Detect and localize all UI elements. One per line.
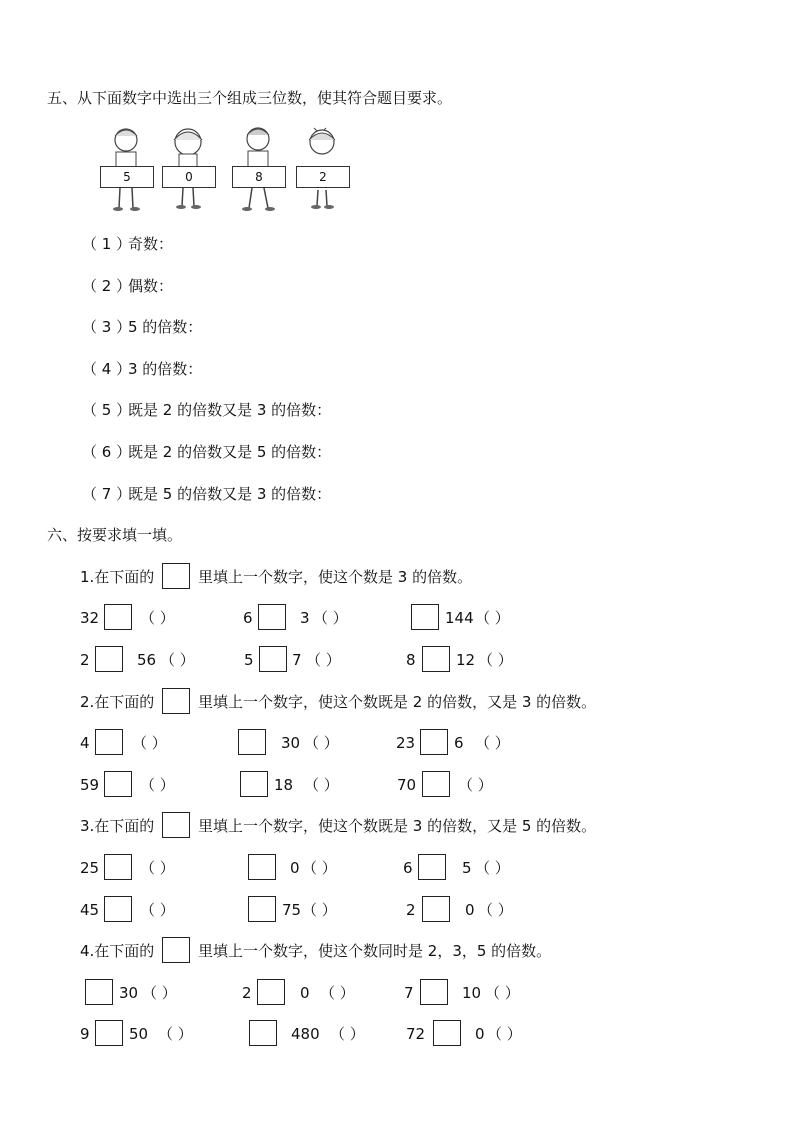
digit-text: 12 — [456, 651, 476, 669]
item-2-number: （ 2 ） — [82, 277, 132, 295]
digit-text: 2 — [406, 901, 416, 919]
digit-input-box[interactable] — [95, 1020, 123, 1046]
item-3-text: 5 的倍数： — [128, 318, 203, 336]
digit-input-box[interactable] — [259, 646, 287, 672]
digit-text: 5 — [244, 651, 254, 669]
digit-text: 7 — [404, 984, 414, 1002]
digit-text: 9 — [80, 1025, 90, 1043]
digit-text: 50 — [129, 1025, 149, 1043]
digit-text: 6 — [403, 859, 413, 877]
boy-figure — [100, 124, 160, 214]
digit-input-box[interactable] — [422, 646, 450, 672]
item-4-number: （ 4 ） — [82, 360, 132, 378]
item-1-number: （ 1 ） — [82, 235, 132, 253]
sample-box — [162, 563, 190, 589]
digit-input-box[interactable] — [238, 729, 266, 755]
answer-parentheses[interactable]: （ ） — [158, 1025, 193, 1043]
digit-text: 2 — [80, 651, 90, 669]
answer-parentheses[interactable]: （ ） — [478, 651, 513, 669]
digit-input-box[interactable] — [411, 604, 439, 630]
digit-text: 4 — [80, 734, 90, 752]
item-6-number: （ 6 ） — [82, 443, 132, 461]
digit-input-box[interactable] — [104, 896, 132, 922]
digit-input-box[interactable] — [240, 771, 268, 797]
number-card: 8 — [232, 166, 286, 188]
digit-text: 45 — [80, 901, 100, 919]
answer-parentheses[interactable]: （ ） — [160, 651, 195, 669]
digit-text: 70 — [397, 776, 417, 794]
item-5-number: （ 5 ） — [82, 401, 132, 419]
digit-text: 72 — [406, 1025, 426, 1043]
digit-input-box[interactable] — [420, 979, 448, 1005]
q4-prompt-end: 里填上一个数字，使这个数同时是 2，3，5 的倍数。 — [198, 942, 552, 960]
answer-parentheses[interactable]: （ ） — [313, 609, 348, 627]
answer-parentheses[interactable]: （ ） — [330, 1025, 365, 1043]
item-7-number: （ 7 ） — [82, 485, 132, 503]
item-1-text: 奇数： — [128, 235, 174, 253]
digit-text: 59 — [80, 776, 100, 794]
digit-text: 23 — [396, 734, 416, 752]
digit-text: 32 — [80, 609, 100, 627]
answer-parentheses[interactable]: （ ） — [304, 734, 339, 752]
digit-input-box[interactable] — [422, 896, 450, 922]
digit-text: 30 — [281, 734, 301, 752]
digit-text: 30 — [119, 984, 139, 1002]
answer-parentheses[interactable]: （ ） — [458, 776, 493, 794]
digit-text: 75 — [282, 901, 302, 919]
answer-parentheses[interactable]: （ ） — [140, 609, 175, 627]
item-7-text: 既是 5 的倍数又是 3 的倍数： — [128, 485, 332, 503]
digit-input-box[interactable] — [257, 979, 285, 1005]
answer-parentheses[interactable]: （ ） — [132, 734, 167, 752]
answer-parentheses[interactable]: （ ） — [302, 901, 337, 919]
answer-parentheses[interactable]: （ ） — [485, 984, 520, 1002]
digit-input-box[interactable] — [420, 729, 448, 755]
q1-prompt-end: 里填上一个数字，使这个数是 3 的倍数。 — [198, 568, 473, 586]
digit-text: 144 — [445, 609, 474, 627]
digit-text: 5 — [462, 859, 472, 877]
q4-prompt-start: 4.在下面的 — [80, 942, 155, 960]
answer-parentheses[interactable]: （ ） — [320, 984, 355, 1002]
sample-box — [162, 812, 190, 838]
digit-input-box[interactable] — [258, 604, 286, 630]
number-card: 2 — [296, 166, 350, 188]
answer-parentheses[interactable]: （ ） — [142, 984, 177, 1002]
digit-text: 480 — [291, 1025, 320, 1043]
answer-parentheses[interactable]: （ ） — [302, 859, 337, 877]
digit-input-box[interactable] — [104, 604, 132, 630]
digit-input-box[interactable] — [433, 1020, 461, 1046]
q3-prompt-start: 3.在下面的 — [80, 817, 155, 835]
answer-parentheses[interactable]: （ ） — [306, 651, 341, 669]
digit-text: 7 — [292, 651, 302, 669]
item-4-text: 3 的倍数： — [128, 360, 203, 378]
sample-box — [162, 937, 190, 963]
digit-input-box[interactable] — [95, 646, 123, 672]
answer-parentheses[interactable]: （ ） — [475, 859, 510, 877]
digit-input-box[interactable] — [85, 979, 113, 1005]
section-6-title: 六、按要求填一填。 — [47, 526, 183, 544]
digit-text: 10 — [462, 984, 482, 1002]
digit-input-box[interactable] — [418, 854, 446, 880]
number-card: 0 — [162, 166, 216, 188]
digit-text: 18 — [274, 776, 294, 794]
digit-input-box[interactable] — [422, 771, 450, 797]
digit-input-box[interactable] — [248, 854, 276, 880]
digit-input-box[interactable] — [95, 729, 123, 755]
digit-text: 0 — [475, 1025, 485, 1043]
answer-parentheses[interactable]: （ ） — [487, 1025, 522, 1043]
q1-prompt-start: 1.在下面的 — [80, 568, 155, 586]
q2-prompt-start: 2.在下面的 — [80, 693, 155, 711]
digit-text: 0 — [290, 859, 300, 877]
answer-parentheses[interactable]: （ ） — [140, 776, 175, 794]
section-5-title: 五、从下面数字中选出三个组成三位数，使其符合题目要求。 — [47, 89, 453, 107]
q2-prompt-end: 里填上一个数字，使这个数既是 2 的倍数，又是 3 的倍数。 — [198, 693, 597, 711]
q3-prompt-end: 里填上一个数字，使这个数既是 3 的倍数，又是 5 的倍数。 — [198, 817, 597, 835]
digit-text: 2 — [242, 984, 252, 1002]
digit-input-box[interactable] — [104, 771, 132, 797]
digit-input-box[interactable] — [248, 896, 276, 922]
digit-text: 8 — [406, 651, 416, 669]
digit-input-box[interactable] — [104, 854, 132, 880]
item-3-number: （ 3 ） — [82, 318, 132, 336]
boy-figure — [232, 124, 292, 214]
answer-parentheses[interactable]: （ ） — [140, 901, 175, 919]
answer-parentheses[interactable]: （ ） — [478, 901, 513, 919]
digit-text: 25 — [80, 859, 100, 877]
answer-parentheses[interactable]: （ ） — [304, 776, 339, 794]
number-card: 5 — [100, 166, 154, 188]
digit-input-box[interactable] — [249, 1020, 277, 1046]
digit-text: 0 — [465, 901, 475, 919]
children-number-cards-illustration — [80, 124, 362, 214]
sample-box — [162, 688, 190, 714]
digit-text: 56 — [137, 651, 157, 669]
girl-figure — [162, 124, 222, 214]
answer-parentheses[interactable]: （ ） — [475, 609, 510, 627]
girl-figure — [296, 124, 356, 214]
item-6-text: 既是 2 的倍数又是 5 的倍数： — [128, 443, 332, 461]
digit-text: 6 — [243, 609, 253, 627]
answer-parentheses[interactable]: （ ） — [475, 734, 510, 752]
item-5-text: 既是 2 的倍数又是 3 的倍数： — [128, 401, 332, 419]
answer-parentheses[interactable]: （ ） — [140, 859, 175, 877]
digit-text: 6 — [454, 734, 464, 752]
item-2-text: 偶数： — [128, 277, 174, 295]
digit-text: 3 — [300, 609, 310, 627]
digit-text: 0 — [300, 984, 310, 1002]
